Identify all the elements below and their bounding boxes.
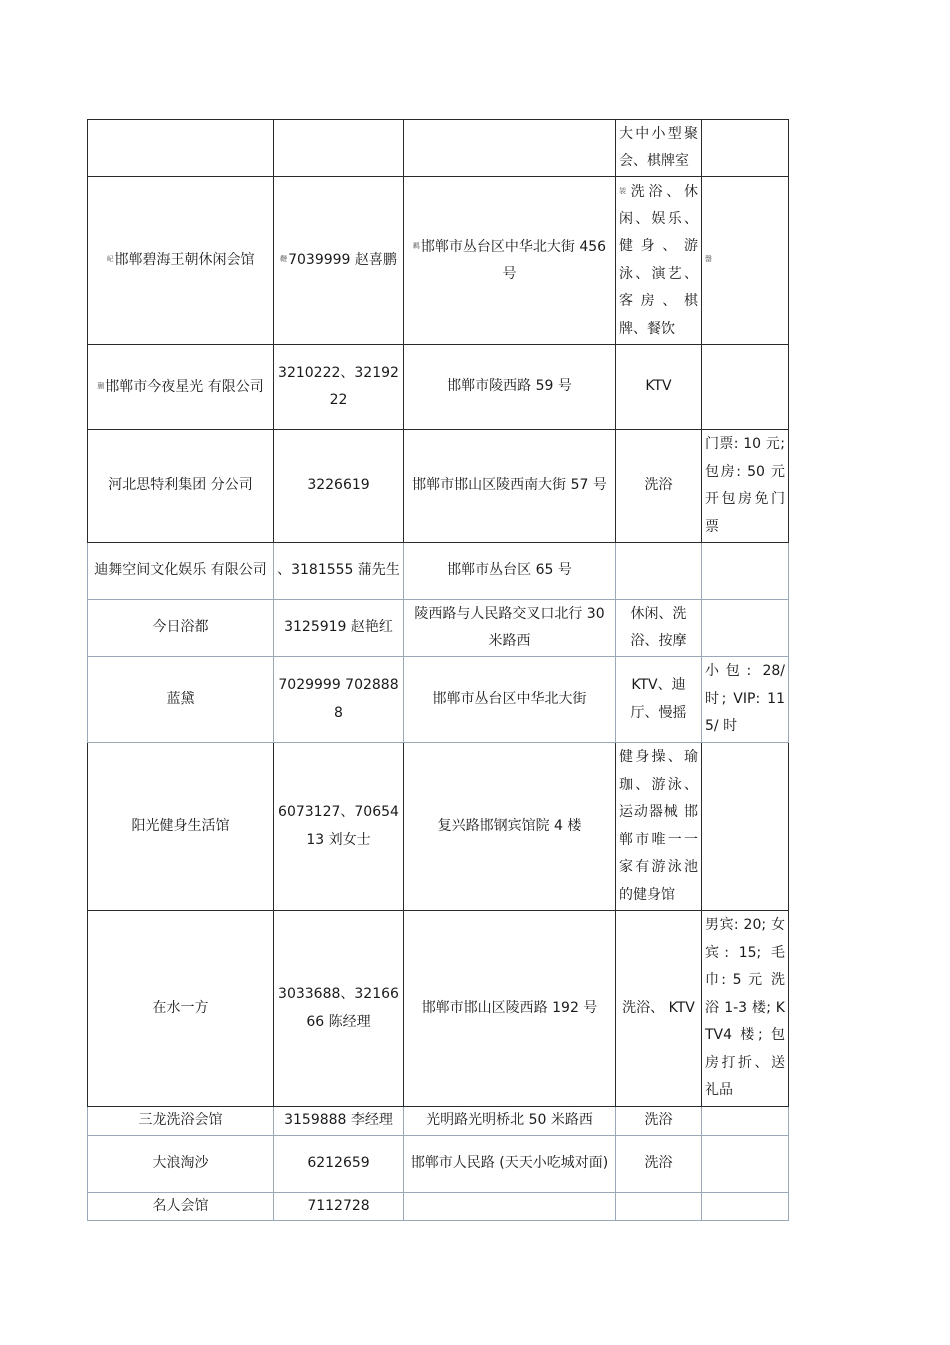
marker-glyph: 罄 <box>705 255 712 264</box>
venue-price-cell <box>702 743 789 911</box>
table-row <box>88 177 789 345</box>
venue-type-cell <box>616 543 702 600</box>
table-row <box>88 657 789 743</box>
venue-name-cell: 阳光健身生活馆 <box>88 743 274 911</box>
venue-name-text: 邯郸市今夜星光 有限公司 <box>105 378 264 395</box>
venue-address-cell <box>404 177 616 345</box>
venue-address-cell <box>404 120 616 177</box>
venue-address-cell: 邯郸市陵西路 59 号 <box>404 345 616 430</box>
venue-name-text: 邯郸碧海王朝休闲会馆 <box>114 252 255 269</box>
venue-address-cell: 陵西路与人民路交叉口北行 30 米路西 <box>404 600 616 657</box>
venue-name-cell: 河北思特利集团 分公司 <box>88 430 274 543</box>
table-row <box>88 345 789 430</box>
venue-type-text: 洗浴、休闲、娱乐、健身、游泳、演艺、客房、棋牌、餐饮 <box>619 183 698 337</box>
venue-type-cell <box>616 177 702 345</box>
table-row <box>88 430 789 543</box>
venue-address-cell: 光明路光明桥北 50 米路西 <box>404 1107 616 1136</box>
venue-phone-text: 7039999 赵喜鹏 <box>288 252 397 269</box>
venue-type-cell: 健身操、瑜珈、游泳、运动器械 邯郸市唯一一家有游泳池的健身馆 <box>616 743 702 911</box>
venue-price-cell <box>702 1135 789 1192</box>
venue-price-cell <box>702 600 789 657</box>
venue-price-cell: 男宾: 20; 女宾: 15; 毛巾: 5 元 洗浴 1-3 楼; KTV4 楼; 包房打折、送礼品 <box>702 911 789 1107</box>
venue-type-cell <box>616 1192 702 1221</box>
venue-phone-cell: 7029999 7028888 <box>274 657 404 743</box>
venue-name-cell: 迪舞空间文化娱乐 有限公司 <box>88 543 274 600</box>
venue-type-cell: 洗浴 <box>616 430 702 543</box>
marker-glyph: 屺 <box>106 255 114 264</box>
venue-name-cell <box>88 345 274 430</box>
table-row <box>88 600 789 657</box>
venue-phone-cell: 7112728 <box>274 1192 404 1221</box>
table-row <box>88 1135 789 1192</box>
venue-phone-cell: 3210222、3219222 <box>274 345 404 430</box>
venue-address-cell: 邯郸市丛台区中华北大街 <box>404 657 616 743</box>
venue-type-cell: 洗浴、 KTV <box>616 911 702 1107</box>
table-row <box>88 1192 789 1221</box>
table-row <box>88 911 789 1107</box>
venue-price-cell: 小包: 28/ 时; VIP: 115/ 时 <box>702 657 789 743</box>
venue-phone-cell: 6073127、7065413 刘女士 <box>274 743 404 911</box>
venue-price-cell <box>702 1107 789 1136</box>
venue-phone-cell: 6212659 <box>274 1135 404 1192</box>
marker-glyph: 袈 <box>619 186 630 195</box>
venue-type-cell: KTV <box>616 345 702 430</box>
table-row <box>88 543 789 600</box>
venue-name-cell: 三龙洗浴会馆 <box>88 1107 274 1136</box>
venue-type-cell: 大中小型聚会、棋牌室 <box>616 120 702 177</box>
venue-phone-cell <box>274 120 404 177</box>
venue-name-cell: 蓝黛 <box>88 657 274 743</box>
marker-glyph: 蒯 <box>97 381 105 390</box>
venue-type-cell: 休闲、洗浴、按摩 <box>616 600 702 657</box>
venue-name-cell: 在水一方 <box>88 911 274 1107</box>
venue-address-text: 邯郸市丛台区中华北大街 456 号 <box>420 238 607 282</box>
venue-phone-cell: 3033688、3216666 陈经理 <box>274 911 404 1107</box>
venue-name-cell: 名人会馆 <box>88 1192 274 1221</box>
venue-price-cell <box>702 177 789 345</box>
venue-address-cell: 邯郸市邯山区陵西路 192 号 <box>404 911 616 1107</box>
venue-table <box>87 119 789 1221</box>
venue-address-cell: 邯郸市丛台区 65 号 <box>404 543 616 600</box>
venue-phone-cell: 3159888 李经理 <box>274 1107 404 1136</box>
venue-name-cell: 大浪淘沙 <box>88 1135 274 1192</box>
venue-address-cell: 复兴路邯钢宾馆院 4 楼 <box>404 743 616 911</box>
venue-type-cell: 洗浴 <box>616 1107 702 1136</box>
venue-price-cell <box>702 345 789 430</box>
venue-phone-cell: 、3181555 蒲先生 <box>274 543 404 600</box>
venue-type-cell: 洗浴 <box>616 1135 702 1192</box>
venue-address-cell <box>404 1192 616 1221</box>
venue-price-cell <box>702 1192 789 1221</box>
venue-name-cell <box>88 120 274 177</box>
venue-address-cell: 邯郸市邯山区陵西南大街 57 号 <box>404 430 616 543</box>
venue-type-cell: KTV、迪厅、慢摇 <box>616 657 702 743</box>
venue-price-cell <box>702 120 789 177</box>
table-row <box>88 743 789 911</box>
venue-price-cell <box>702 543 789 600</box>
venue-address-cell: 邯郸市人民路 (天天小吃城对面) <box>404 1135 616 1192</box>
venue-phone-cell: 3226619 <box>274 430 404 543</box>
marker-glyph: 鞭 <box>280 255 288 264</box>
table-row <box>88 120 789 177</box>
venue-phone-cell <box>274 177 404 345</box>
marker-glyph: 羁 <box>412 241 420 250</box>
venue-name-cell <box>88 177 274 345</box>
venue-phone-cell: 3125919 赵艳红 <box>274 600 404 657</box>
table-row <box>88 1107 789 1136</box>
venue-price-cell: 门票: 10 元; 包房: 50 元 开包房免门票 <box>702 430 789 543</box>
venue-name-cell: 今日浴都 <box>88 600 274 657</box>
